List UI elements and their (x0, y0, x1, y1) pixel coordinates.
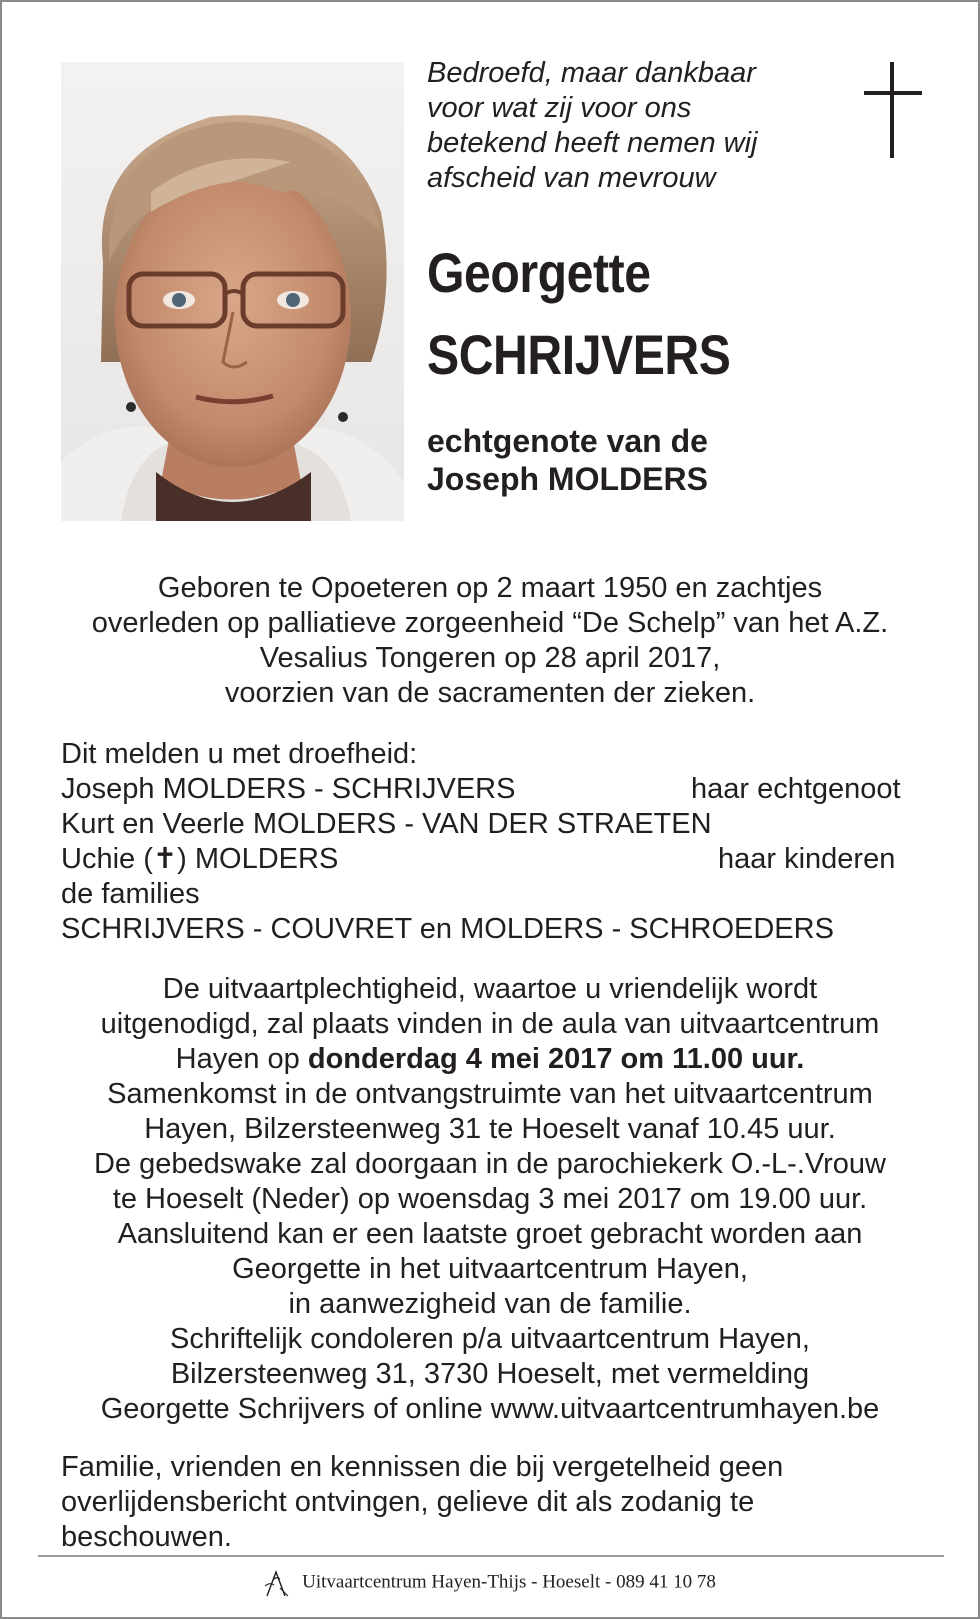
family-row: de families (61, 878, 200, 910)
intro-line: Bedroefd, maar dankbaar (427, 57, 756, 89)
family-intro: Dit melden u met droefheid: (61, 738, 418, 770)
intro-line: afscheid van mevrouw (427, 162, 716, 194)
birth-line: overleden op palliatieve zorgeenheid “De Schelp” van het A.Z. (91, 607, 889, 639)
funeral-line: Samenkomst in de ontvangstruimte van het uitvaartcentrum (107, 1078, 873, 1110)
spouse-info (427, 422, 708, 498)
funeral-line: Schriftelijk condoleren p/a uitvaartcentrum Hayen, (170, 1323, 810, 1355)
birth-line: Vesalius Tongeren op 28 april 2017, (259, 642, 721, 674)
funeral-line-prefix: Hayen op (175, 1043, 308, 1075)
last-name: SCHRIJVERS (427, 323, 731, 386)
birth-line: Geboren te Opoeteren op 2 maart 1950 en zachtjes (157, 572, 823, 604)
family-row (61, 807, 921, 842)
latin-cross-icon (864, 62, 922, 158)
funeral-date: donderdag 4 mei 2017 om 11.00 uur. (307, 1043, 805, 1075)
birth-death-paragraph (42, 571, 938, 711)
portrait-photo (61, 62, 404, 521)
closing-line: Familie, vrienden en kennissen die bij vergetelheid geen (61, 1451, 784, 1483)
footer-text: Uitvaartcentrum Hayen-Thijs - Hoeselt - 089 41 10 78 (302, 1571, 716, 1593)
funeral-line (42, 1042, 938, 1077)
closing-paragraph (61, 1450, 921, 1555)
family-row (61, 772, 921, 807)
birth-line: voorzien van de sacramenten der zieken. (224, 677, 756, 709)
funeral-line: Aansluitend kan er een laatste groet gebracht worden aan (117, 1218, 863, 1250)
funeral-line: Georgette in het uitvaartcentrum Hayen, (232, 1253, 748, 1285)
family-member: Uchie (✝) MOLDERS (61, 843, 339, 875)
family-list (61, 737, 921, 947)
family-relation: haar echtgenoot (691, 773, 901, 805)
funeral-line: De uitvaartplechtigheid, waartoe u vriendelijk wordt (162, 973, 818, 1005)
funeral-line: Hayen, Bilzersteenweg 31 te Hoeselt vanaf 10.45 uur. (144, 1113, 836, 1145)
funeral-line: Georgette Schrijvers of online www.uitvaartcentrumhayen.be (100, 1393, 880, 1425)
funeral-line: te Hoeselt (Neder) op woensdag 3 mei 2017 om 19.00 uur. (112, 1183, 868, 1215)
closing-line: beschouwen. (61, 1521, 232, 1553)
funeral-line: Bilzersteenweg 31, 3730 Hoeselt, met vermelding (170, 1358, 810, 1390)
deceased-name (427, 232, 730, 396)
footer (2, 1567, 978, 1598)
funeral-line: uitgenodigd, zal plaats vinden in de aula van uitvaartcentrum (100, 1008, 880, 1040)
closing-line: overlijdensbericht ontvingen, gelieve dit als zodanig te (61, 1486, 755, 1518)
first-name: Georgette (427, 241, 651, 304)
footer-divider (38, 1555, 944, 1557)
funeral-paragraph (42, 972, 938, 1427)
intro-line: voor wat zij voor ons (427, 92, 692, 124)
intro-text (427, 56, 827, 196)
funeral-home-logo-icon (264, 1568, 290, 1598)
family-row (61, 842, 921, 877)
spouse-name: Joseph MOLDERS (427, 461, 708, 497)
family-row: SCHRIJVERS - COUVRET en MOLDERS - SCHROEDERS (61, 913, 834, 945)
family-relation: haar kinderen (718, 843, 896, 875)
family-member: Kurt en Veerle MOLDERS - VAN DER STRAETEN (61, 808, 712, 840)
intro-line: betekend heeft nemen wij (427, 127, 758, 159)
spouse-line: echtgenote van de (427, 423, 708, 459)
funeral-line: De gebedswake zal doorgaan in de parochiekerk O.-L-.Vrouw (93, 1148, 887, 1180)
funeral-line: in aanwezigheid van de familie. (288, 1288, 692, 1320)
family-member: Joseph MOLDERS - SCHRIJVERS (61, 773, 516, 805)
